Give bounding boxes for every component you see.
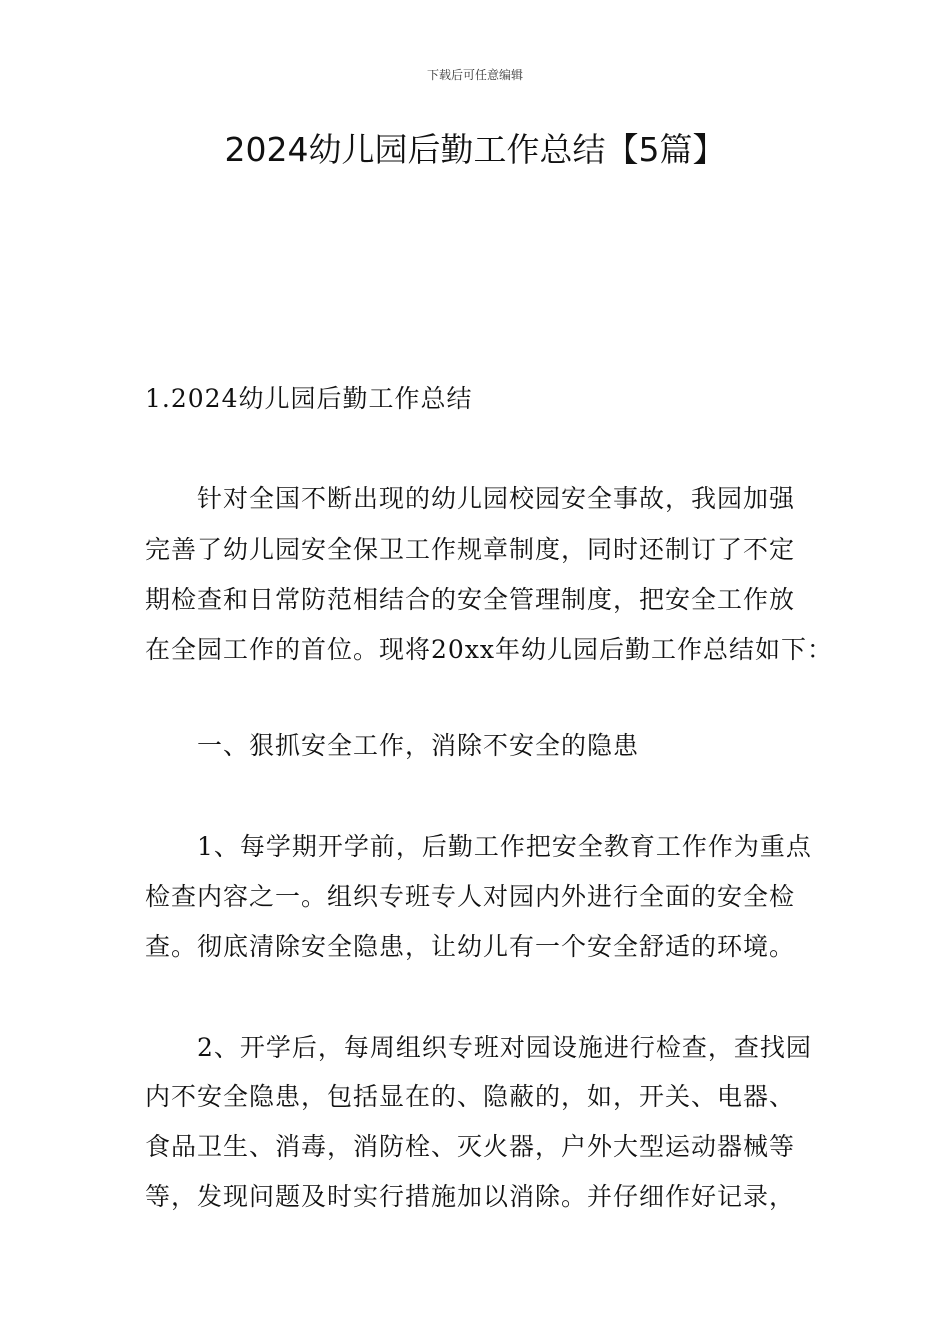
subsection-heading: 一、狠抓安全工作，消除不安全的隐患 bbox=[145, 731, 640, 760]
paragraph-line: 针对全国不断出现的幼儿园校园安全事故，我园加强 bbox=[145, 484, 796, 513]
paragraph-line: 完善了幼儿园安全保卫工作规章制度，同时还制订了不定 bbox=[145, 535, 796, 564]
header-note: 下载后可任意编辑 bbox=[426, 68, 523, 82]
section-heading: 1.2024幼儿园后勤工作总结 bbox=[145, 384, 473, 413]
paragraph-line: 1、每学期开学前，后勤工作把安全教育工作作为重点 bbox=[145, 832, 812, 861]
paragraph-line: 检查内容之一。组织专班专人对园内外进行全面的安全检 bbox=[145, 882, 796, 911]
paragraph-line: 内不安全隐患，包括显在的、隐蔽的，如，开关、电器、 bbox=[145, 1082, 796, 1111]
paragraph-line: 食品卫生、消毒，消防栓、灭火器，户外大型运动器械等 bbox=[145, 1132, 796, 1161]
paragraph-line: 在全园工作的首位。现将20xx年幼儿园后勤工作总结如下： bbox=[145, 635, 834, 664]
document-title: 2024幼儿园后勤工作总结【5篇】 bbox=[224, 130, 726, 169]
paragraph-line: 2、开学后，每周组织专班对园设施进行检查，查找园 bbox=[145, 1033, 812, 1062]
paragraph-line: 等，发现问题及时实行措施加以消除。并仔细作好记录， bbox=[145, 1182, 796, 1211]
paragraph-line: 期检查和日常防范相结合的安全管理制度，把安全工作放 bbox=[145, 585, 796, 614]
paragraph-line: 查。彻底清除安全隐患，让幼儿有一个安全舒适的环境。 bbox=[145, 932, 796, 961]
